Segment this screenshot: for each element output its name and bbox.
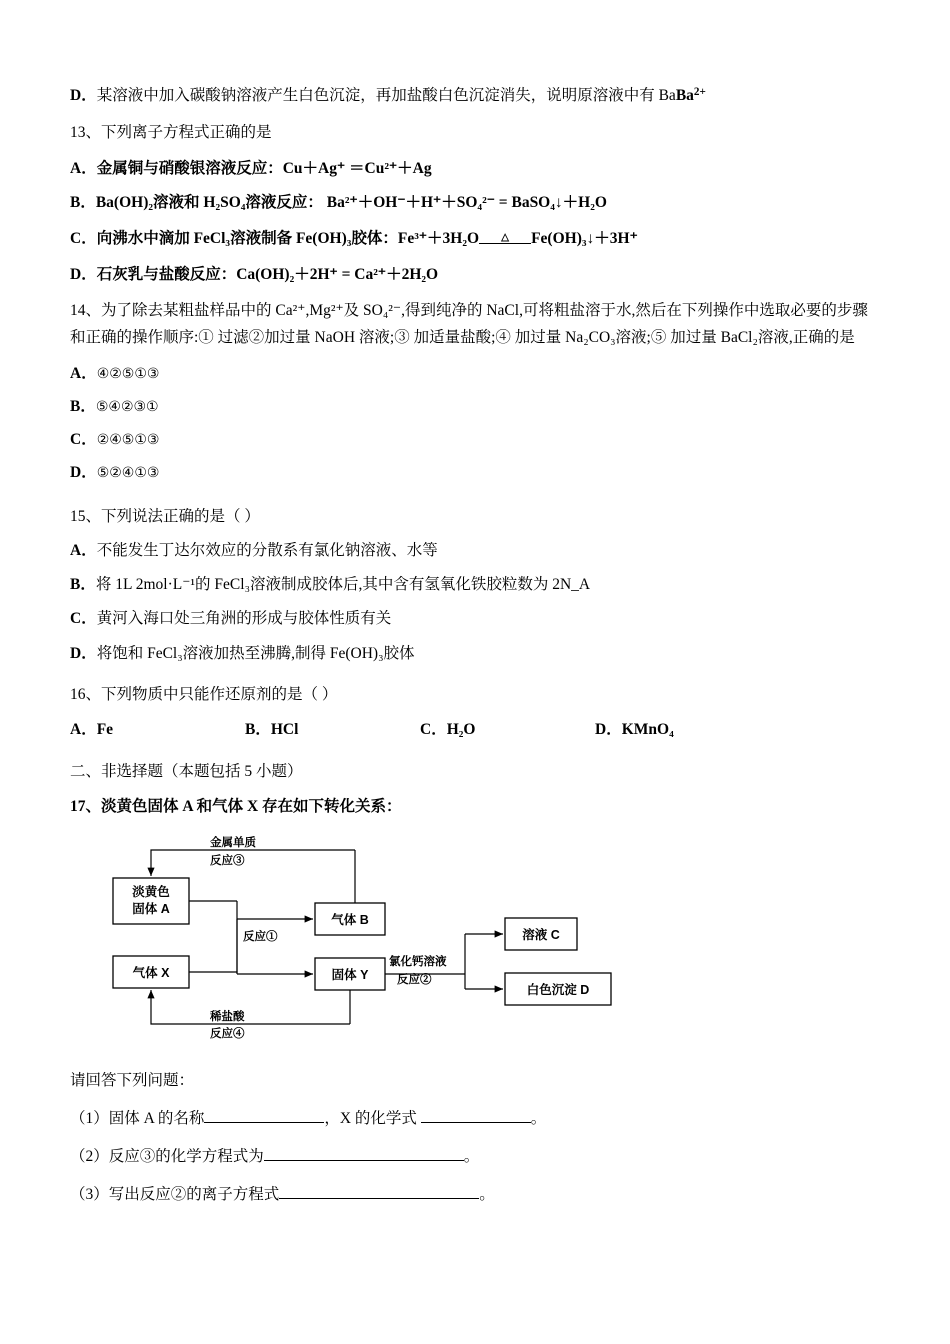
answer-prompt: 请回答下列问题：: [70, 1072, 195, 1090]
option-text-2: Fe(OH)₃↓＋3H⁺: [531, 230, 638, 248]
option-label: B．: [70, 576, 96, 594]
question-13-option-a: [70, 156, 890, 178]
sub-question-3-post: 。: [479, 1186, 495, 1204]
question-15-stem: 下列说法正确的是（ ）: [101, 507, 260, 525]
option-label: D．: [70, 266, 97, 284]
option-label: A．: [70, 160, 97, 178]
svg-text:淡黄色: 淡黄色: [132, 885, 170, 900]
question-14-option-c: [70, 428, 890, 451]
answer-blank-1a[interactable]: [204, 1122, 324, 1123]
question-16-option-c: [420, 717, 595, 739]
option-label: A．: [70, 541, 97, 559]
question-14-line2: [70, 324, 890, 351]
option-label: A．: [70, 721, 97, 739]
svg-text:白色沉淀 D: 白色沉淀 D: [526, 983, 590, 998]
question-14: [70, 297, 890, 351]
question-14-stem-line2: 和正确的操作顺序:① 过滤②加过量 NaOH 溶液;③ 加适量盐酸;④ 加过量 Na₂CO₃溶液;⑤ 加过量 BaCl₂溶液,正确的是: [70, 329, 855, 347]
page-content: [70, 84, 890, 1204]
question-14-options: [70, 362, 890, 485]
question-16-option-d: [595, 717, 674, 739]
option-label: D．: [70, 87, 97, 105]
svg-text:固体 A: 固体 A: [132, 902, 170, 917]
option-text: ②④⑤①③: [96, 432, 160, 449]
option-text: 石灰乳与盐酸反应：Ca(OH)₂＋2H⁺ = Ca²⁺＋2H₂O: [96, 266, 439, 284]
answer-blank-1b[interactable]: [421, 1122, 531, 1123]
question-13-stem: 下列离子方程式正确的是: [101, 124, 272, 142]
question-16-option-b: [245, 717, 420, 739]
option-label: D．: [595, 721, 622, 739]
question-13: [70, 121, 890, 144]
question-17-number: 17、: [70, 798, 102, 816]
question-16-stem: 下列物质中只能作还原剂的是（ ）: [101, 685, 338, 703]
option-label: A．: [70, 364, 97, 382]
svg-text:反应②: 反应②: [397, 974, 432, 987]
arrow-condition-label: △: [501, 232, 509, 244]
svg-text:气体 X: 气体 X: [132, 966, 170, 981]
reaction-flow-diagram: [65, 828, 705, 1043]
svg-text:反应①: 反应①: [243, 931, 278, 944]
flow-diagram-svg: [65, 828, 705, 1043]
option-text: H₂O: [446, 721, 476, 739]
option-label: B．: [245, 721, 271, 739]
question-15: [70, 505, 890, 528]
question-15-number: 15、: [70, 507, 102, 525]
sub-question-2-post: 。: [463, 1148, 480, 1166]
question-13-option-c: [70, 226, 890, 248]
question-15-option-a: [70, 539, 890, 562]
question-17-stem: 淡黄色固体 A 和气体 X 存在如下转化关系：: [101, 798, 402, 816]
section-2-title: 二、非选择题（本题包括 5 小题）: [70, 763, 303, 781]
question-17: [70, 794, 890, 816]
question-13-option-b: [70, 190, 890, 212]
question-15-option-b: [70, 573, 890, 596]
question-15-option-d: [70, 642, 890, 665]
question-16: [70, 683, 890, 706]
sub-question-1: [70, 1106, 890, 1128]
option-label: B．: [70, 397, 96, 415]
option-text: 不能发生丁达尔效应的分散系有氯化钠溶液、水等: [96, 541, 438, 559]
question-14-stem-line1: 为了除去某粗盐样品中的 Ca²⁺,Mg²⁺及 SO₄²⁻,得到纯净的 NaCl,可将粗盐溶于水,然后在下列操作中选取必要的步骤: [101, 302, 868, 320]
question-14-line1: [70, 297, 890, 324]
question-15-option-c: [70, 607, 890, 630]
svg-text:固体 Y: 固体 Y: [331, 968, 369, 983]
option-text: KMnO₄: [621, 721, 674, 739]
svg-text:金属单质: 金属单质: [210, 837, 256, 850]
option-label: B．: [70, 194, 96, 212]
option-sup: 2+: [693, 86, 706, 98]
option-label: C．: [420, 721, 447, 739]
option-text: 某溶液中加入碳酸钠溶液产生白色沉淀，再加盐酸白色沉淀消失，说明原溶液中有 Ba: [96, 87, 676, 105]
sub-question-2: [70, 1144, 890, 1166]
sub-question-2-pre: （2）反应③的化学方程式为: [70, 1148, 264, 1166]
question-14-option-b: [70, 395, 890, 418]
sub-question-3-pre: （3）写出反应②的离子方程式: [70, 1186, 280, 1204]
option-text: ⑤②④①③: [96, 465, 160, 482]
option-label: D．: [70, 464, 97, 482]
answer-blank-3[interactable]: [279, 1198, 479, 1199]
option-label: D．: [70, 644, 97, 662]
question-14-option-a: [70, 362, 890, 385]
svg-text:溶液 C: 溶液 C: [522, 928, 560, 943]
reaction-condition-arrow: [479, 234, 531, 245]
option-label: C．: [70, 431, 97, 449]
option-text: ④②⑤①③: [96, 365, 160, 382]
svg-text:反应④: 反应④: [210, 1028, 245, 1041]
arrow-bar: [479, 243, 531, 245]
sub-question-1-pre: （1）固体 A 的名称: [70, 1110, 205, 1128]
question-13-number: 13、: [70, 124, 102, 142]
question-12-option-d: D．某溶液中加入碳酸钠溶液产生白色沉淀，再加盐酸白色沉淀消失，说明原溶液中有 BaBa$^{2+}$: [70, 84, 890, 108]
option-text: 向沸水中滴加 FeCl₃溶液制备 Fe(OH)₃胶体：Fe³⁺＋3H₂O: [96, 230, 480, 248]
sub-question-1-mid: ，X 的化学式: [324, 1110, 421, 1128]
option-text: Ba(OH)₂溶液和 H₂SO₄溶液反应： Ba²⁺＋OH⁻＋H⁺＋SO₄²⁻ = BaSO₄↓＋H₂O: [95, 194, 607, 212]
question-16-options: [70, 717, 890, 739]
option-text: 将 1L 2mol·L⁻¹的 FeCl₃溶液制成胶体后,其中含有氢氧化铁胶粒数为 2N_A: [95, 576, 591, 594]
question-13-option-d: [70, 262, 890, 284]
svg-text:稀盐酸: 稀盐酸: [210, 1011, 245, 1024]
svg-text:反应③: 反应③: [210, 855, 245, 868]
question-14-option-d: [70, 461, 890, 484]
option-text: HCl: [270, 721, 299, 739]
sub-question-3: [70, 1182, 890, 1204]
question-16-option-a: [70, 717, 245, 739]
option-text: ⑤④②③①: [95, 398, 159, 415]
option-label: C．: [70, 610, 97, 628]
option-text: Fe: [96, 721, 114, 739]
question-14-number: 14、: [70, 302, 102, 320]
sub-question-1-post: 。: [530, 1110, 547, 1128]
answer-blank-2[interactable]: [264, 1160, 464, 1161]
svg-text:气体 B: 气体 B: [331, 913, 369, 928]
question-16-number: 16、: [70, 685, 102, 703]
svg-text:氯化钙溶液: 氯化钙溶液: [389, 956, 447, 969]
option-text: 黄河入海口处三角洲的形成与胶体性质有关: [96, 610, 392, 628]
option-text: 金属铜与硝酸银溶液反应：Cu＋Ag⁺ ＝Cu²⁺＋Ag: [96, 160, 432, 178]
option-text: 将饱和 FeCl₃溶液加热至沸腾,制得 Fe(OH)₃胶体: [96, 644, 415, 662]
option-label: C．: [70, 230, 97, 248]
